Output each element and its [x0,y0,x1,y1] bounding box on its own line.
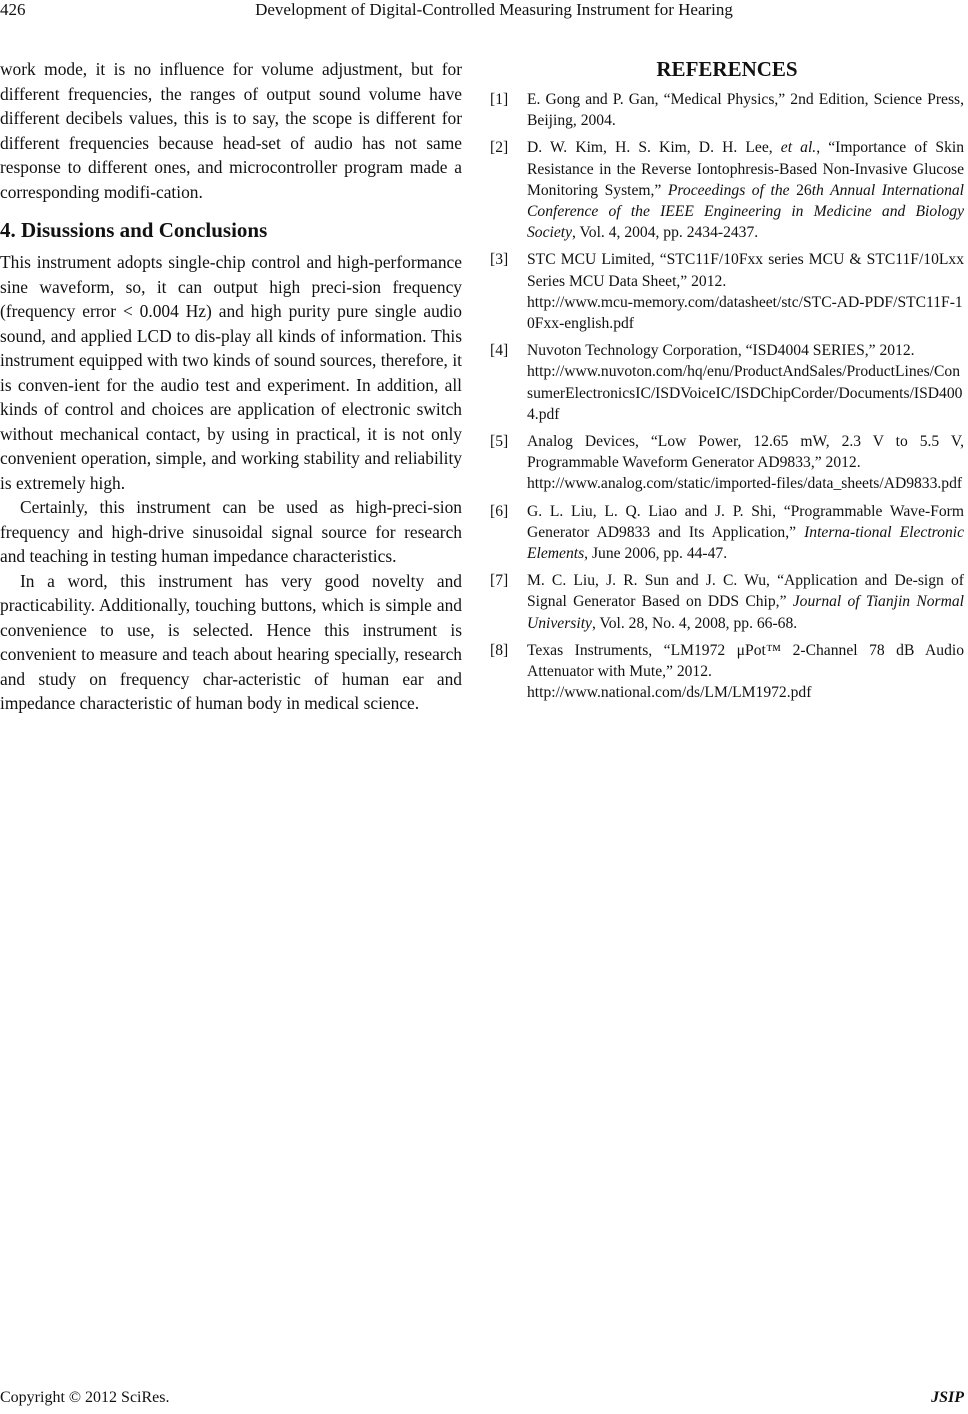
paragraph: This instrument adopts single-chip control and high-performance sine waveform, so, it can output high preci-sion frequency (frequency error < 0.004 Hz) and high purity pure single audio sound, and applied LCD to dis-play all kinds of information. This instrument equipped with two kinds of sound sources, therefore, it is conven-ient for the audio test and experiment. In addition, all kinds of control and choices are application of electronic switch without mechanical contact, by using in practical, it is not only convenient operation, simple, and working stability and reliability is extremely high. [0,252,462,493]
reference-italic-text: Proceedings of the [667,181,797,199]
reference-text [527,89,964,131]
reference-item [490,570,964,634]
reference-text-segment: 26 [796,181,812,199]
reference-italic-text: et al. [780,139,817,157]
page-number: 426 [0,0,26,19]
reference-text-segment: Nuvoton Technology Corporation, “ISD4004 SERIES,” 2012. [527,342,915,360]
section-heading: 4. Disussions and Conclusions [0,218,268,242]
reference-number: [3] [490,251,509,269]
reference-text [527,431,964,495]
reference-italic-text: th Annual International Conference of the IEEE Engineering in Medicine and Biology Society [527,181,964,242]
paragraph: work mode, it is no influence for volume adjustment, but for different frequencies, the ranges of output sound volume have different decibels values, this is to say, the scope is different for different frequencies because head-set of audio has not same response to different ones, and microcontroller program made a corresponding modifi-cation. [0,59,462,202]
reference-url[interactable]: http://www.analog.com/static/imported-files/data_sheets/AD9833.pdf [527,475,963,493]
reference-item [490,249,964,334]
reference-text [527,137,964,243]
reference-number: [5] [490,433,509,451]
reference-italic-text: Interna-tional Electronic Elements [527,523,964,563]
reference-text [527,249,964,334]
reference-item [490,137,964,243]
paragraph: In a word, this instrument has very good novelty and practicability. Additionally, touching buttons, which is simple and convenience to use, is selected. Hence this instrument is convenient to measure and teach about hearing specially, research and study on frequency char-acteristic of human ear and impedance characteristic of human body in medical science. [0,570,462,713]
reference-text [527,640,964,704]
journal-abbrev: JSIP [931,1389,964,1406]
reference-text-segment: , “Importance of Skin Resistance in the Reverse Iontophresis-Based Non-Invasive Glucose Monitoring System,” [527,139,964,199]
reference-number: [2] [490,139,509,157]
references-heading: REFERENCES [656,57,798,81]
reference-text [527,340,964,425]
reference-item [490,640,964,704]
reference-text [527,570,964,634]
references-section [490,55,964,709]
reference-text-segment: Texas Instruments, “LM1972 μPot™ 2-Channel 78 dB Audio Attenuator with Mute,” 2012. [527,641,964,681]
reference-url[interactable]: http://www.mcu-memory.com/datasheet/stc/STC-AD-PDF/STC11F-10Fxx-english.pdf [527,293,963,333]
reference-text [527,501,964,565]
reference-item [490,340,964,425]
reference-text-segment: E. Gong and P. Gan, “Medical Physics,” 2nd Edition, Science Press, Beijing, 2004. [527,91,964,130]
copyright: Copyright © 2012 SciRes. [0,1389,170,1406]
reference-item [490,501,964,565]
reference-number: [7] [490,572,509,590]
reference-text-segment: M. C. Liu, J. R. Sun and J. C. Wu, “Application and De-sign of Signal Generator Based on DDS Chip,” [527,572,964,611]
reference-text-segment: , Vol. 4, 2004, pp. 2434-2437. [572,224,759,242]
reference-number: [4] [490,342,509,360]
paragraph: Certainly, this instrument can be used as high-preci-sion frequency and high-drive sinusoidal signal source for research and teaching in testing human impedance characteristics. [0,497,462,566]
reference-text-segment: STC MCU Limited, “STC11F/10Fxx series MCU & STC11F/10Lxx Series MCU Data Sheet,” 2012. [527,251,964,290]
reference-list [490,89,964,703]
reference-item [490,89,964,131]
reference-text-segment: , June 2006, pp. 44-47. [584,545,728,563]
reference-text-segment: Analog Devices, “Low Power, 12.65 mW, 2.3 V to 5.5 V, Programmable Waveform Generator AD9833,” 2012. [527,433,964,472]
left-column [0,57,462,716]
reference-text-segment: , Vol. 28, No. 4, 2008, pp. 66-68. [591,614,798,632]
running-title: Development of Digital-Controlled Measuring Instrument for Hearing [255,0,733,19]
reference-number: [8] [490,641,509,659]
reference-number: [1] [490,91,509,108]
reference-item [490,431,964,495]
reference-url[interactable]: http://www.nuvoton.com/hq/enu/ProductAndSales/ProductLines/ConsumerElectronicsIC/ISDVoiceIC/ISDChipCorder/Documents/ISD4004.pdf [527,363,963,423]
reference-number: [6] [490,502,509,520]
reference-text-segment: D. W. Kim, H. S. Kim, D. H. Lee, [527,139,781,157]
reference-italic-text: Journal of Tianjin Normal University [527,593,964,632]
reference-url[interactable]: http://www.national.com/ds/LM/LM1972.pdf [527,684,812,702]
reference-text-segment: G. L. Liu, L. Q. Liao and J. P. Shi, “Programmable Wave-Form Generator AD9833 and Its Application,” [527,502,964,541]
